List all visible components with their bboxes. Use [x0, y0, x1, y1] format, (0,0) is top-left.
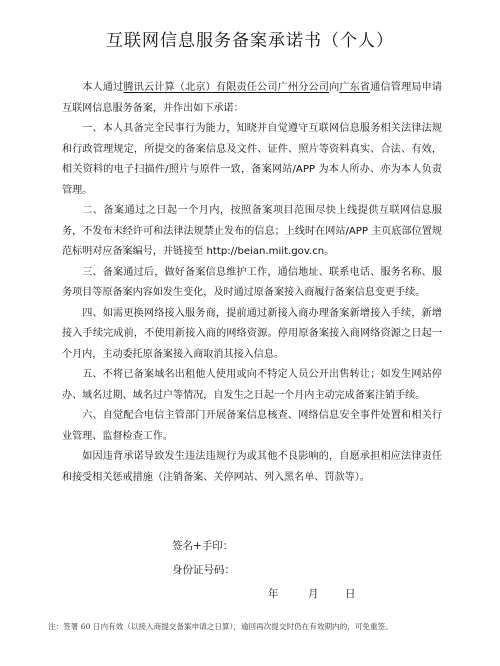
commitment-paragraph-4: 四、如需更换网络接入服务商，提前通过新接入商办理备案新增接入手续，新增接入手续完成前，不使用新接入商的网络资源。停用原备案接入商网络资源之日起一个月内，主动委托原备案接入商取消其接入信息。 — [62, 307, 442, 360]
document-body — [62, 78, 442, 488]
intro-middle: 向 — [329, 82, 340, 93]
id-number-label: 身份证号码： — [172, 564, 235, 576]
footnote: 注：签署 60 日内有效（以接入商提交备案申请之日算），逾回再次提交时仍在有效期内的，可免重签。 — [48, 622, 393, 631]
commitment-paragraph-6: 六、自觉配合电信主管部门开展备案信息核查、网络信息安全事件处置和相关行业管理、监督检查工作。 — [62, 410, 442, 442]
date-day: 日 — [345, 588, 356, 600]
commitment-paragraph-2: 二、备案通过之日起一个月内，按照备案项目范围尽快上线提供互联网信息服务，不发布未经许可和法律法规禁止发布的信息；上线时在网站/APP 主页底部位置规范标明对应备案编号，并链接至 http://beian.miit.gov.cn。 — [62, 205, 442, 257]
document-title: 互联网信息服务备案承诺书（个人） — [106, 31, 394, 51]
signature-label: 签名+手印： — [172, 540, 234, 552]
commitment-paragraph-1: 一、本人具备完全民事行为能力，知晓并自觉遵守互联网信息服务相关法律法规和行政管理规定，所提交的备案信息及文件、证件、照片等资料真实、合法、有效，相关资料的电子扫描件/照片与原件一致，备案网站/APP 为本人所办、亦为本人负责管理。 — [62, 123, 442, 196]
date-year: 年 — [268, 588, 279, 600]
commitment-paragraph-5: 五、不将已备案域名出租他人使用或向不特定人员公开出售转让；如发生网站停办、域名过期、域名过户等情况，自发生之日起一个月内主动完成备案注销手续。 — [62, 369, 442, 401]
access-provider-name: 腾讯云计算（北京）有限责任公司广州分公司 — [123, 82, 330, 93]
intro-paragraph — [62, 78, 442, 119]
liability-paragraph: 如因违背承诺导致发生违法违规行为或其他不良影响的，自愿承担相应法律责任和接受相关惩戒措施（注销备案、关停网站、列入黑名单、罚款等）。 — [62, 451, 442, 483]
date-month: 月 — [308, 588, 319, 600]
intro-suffix: 通信管理局申请互联网信息服务备案，并作出如下承诺： — [62, 82, 443, 114]
province-name: 广东省 — [339, 82, 371, 93]
intro-prefix: 本人通过 — [82, 82, 124, 93]
commitment-paragraph-3: 三、备案通过后，做好备案信息维护工作，通信地址、联系电话、服务名称、服务项目等原备案内容如发生变化，及时通过原备案接入商履行备案信息变更手续。 — [62, 266, 442, 298]
